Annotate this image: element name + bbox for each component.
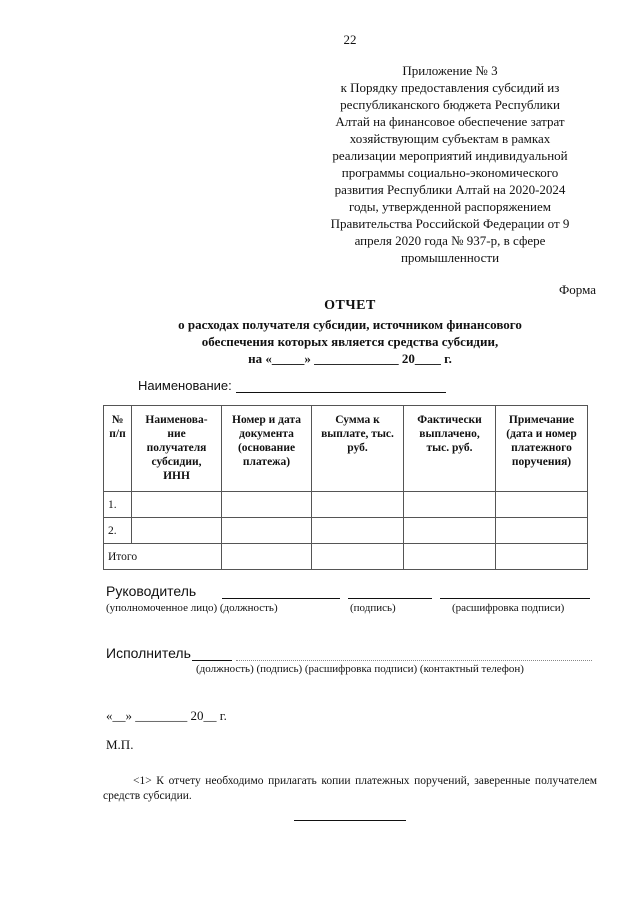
- row-number: 1.: [104, 492, 132, 518]
- appendix-line: Алтай на финансовое обеспечение затрат: [335, 114, 565, 129]
- table-row: [104, 492, 588, 518]
- total-label: Итого: [104, 544, 222, 570]
- header-amount-due: [312, 406, 404, 492]
- header-recipient: [132, 406, 222, 492]
- seal-label: М.П.: [106, 737, 134, 752]
- appendix-line: промышленности: [400, 250, 500, 265]
- table-cell[interactable]: [404, 544, 496, 570]
- table-cell[interactable]: [404, 492, 496, 518]
- head-decoding-caption: (расшифровка подписи): [452, 602, 565, 614]
- table-cell[interactable]: [132, 518, 222, 544]
- table-cell[interactable]: [132, 492, 222, 518]
- table-cell[interactable]: [496, 492, 588, 518]
- header-line: Сумма к: [335, 414, 380, 426]
- report-subtitle: [0, 316, 640, 367]
- header-amount-paid: [404, 406, 496, 492]
- executor-captions: (должность) (подпись) (расшифровка подписи) (контактный телефон): [196, 663, 524, 675]
- header-line: выплачено,: [419, 428, 480, 440]
- head-decoding-line[interactable]: [440, 598, 590, 599]
- header-line: субсидии,: [151, 456, 202, 468]
- header-line: документа: [239, 428, 294, 440]
- header-line: Примечание: [508, 414, 575, 426]
- report-subtitle-line: о расходах получателя субсидии, источником финансового: [178, 317, 522, 332]
- report-title: ОТЧЕТ: [324, 298, 376, 313]
- row-number: 2.: [104, 518, 132, 544]
- head-position-caption: (уполномоченное лицо) (должность): [106, 602, 278, 614]
- header-line: платежного: [511, 442, 572, 454]
- footnote: [103, 774, 597, 804]
- table-header-row: [104, 406, 588, 492]
- table-cell[interactable]: [496, 544, 588, 570]
- report-table: [103, 405, 588, 570]
- appendix-line: реализации мероприятий индивидуальной: [332, 148, 568, 163]
- table-cell[interactable]: [496, 518, 588, 544]
- appendix-line: годы, утвержденной распоряжением: [349, 199, 551, 214]
- executor-position-line[interactable]: [192, 660, 232, 661]
- header-line: тыс. руб.: [426, 442, 473, 454]
- table-cell[interactable]: [312, 492, 404, 518]
- table-cell[interactable]: [222, 544, 312, 570]
- header-line: Номер и дата: [232, 414, 301, 426]
- appendix-line: республиканского бюджета Республики: [340, 97, 560, 112]
- header-document: [222, 406, 312, 492]
- report-date-line: на «_____» _____________ 20____ г.: [248, 351, 452, 366]
- header-line: ние: [167, 428, 186, 440]
- signature-date: «__» ________ 20__ г.: [106, 708, 227, 723]
- header-line: Наименова-: [145, 414, 208, 426]
- header-note: [496, 406, 588, 492]
- header-line: получателя: [146, 442, 207, 454]
- appendix-line: апреля 2020 года № 937-р, в сфере: [354, 233, 546, 248]
- appendix-line: программы социально-экономического: [341, 165, 559, 180]
- header-line: Фактически: [417, 414, 482, 426]
- executor-label: Исполнитель: [106, 645, 191, 661]
- table-cell[interactable]: [222, 518, 312, 544]
- appendix-line: к Порядку предоставления субсидий из: [340, 80, 560, 95]
- table-row: [104, 518, 588, 544]
- header-number: [104, 406, 132, 492]
- table-cell[interactable]: [222, 492, 312, 518]
- header-line: руб.: [347, 442, 368, 454]
- header-line: (дата и номер: [506, 428, 577, 440]
- name-field-row: [138, 378, 446, 393]
- table-cell[interactable]: [312, 544, 404, 570]
- appendix-line: развития Республики Алтай на 2020-2024: [334, 182, 566, 197]
- appendix-line: Правительства Российской Федерации от 9: [330, 216, 570, 231]
- appendix-block: [300, 62, 600, 266]
- name-label: Наименование:: [138, 378, 232, 393]
- name-input-line[interactable]: [236, 378, 446, 393]
- appendix-line: хозяйствующим субъектам в рамках: [349, 131, 551, 146]
- footnote-text: <1> К отчету необходимо прилагать копии платежных поручений, заверенные получателем средств субсидии.: [103, 775, 597, 802]
- header-line: ИНН: [163, 470, 190, 482]
- page-number: 22: [343, 32, 357, 47]
- head-signature-line[interactable]: [348, 598, 432, 599]
- head-label: Руководитель: [106, 583, 197, 599]
- table-cell[interactable]: [404, 518, 496, 544]
- footnote-divider: [294, 820, 406, 821]
- appendix-line: Приложение № 3: [402, 63, 498, 78]
- executor-details-line[interactable]: [236, 660, 592, 661]
- header-line: №: [111, 414, 124, 426]
- head-signature-caption: (подпись): [350, 602, 396, 614]
- header-line: п/п: [109, 428, 126, 440]
- table-cell[interactable]: [312, 518, 404, 544]
- header-line: поручения): [511, 456, 572, 468]
- header-line: платежа): [242, 456, 291, 468]
- header-line: (основание: [237, 442, 296, 454]
- report-subtitle-line: обеспечения которых является средства субсидии,: [201, 334, 499, 349]
- table-total-row: [104, 544, 588, 570]
- head-position-line[interactable]: [222, 598, 340, 599]
- header-line: выплате, тыс.: [321, 428, 394, 440]
- form-label: Форма: [559, 282, 596, 297]
